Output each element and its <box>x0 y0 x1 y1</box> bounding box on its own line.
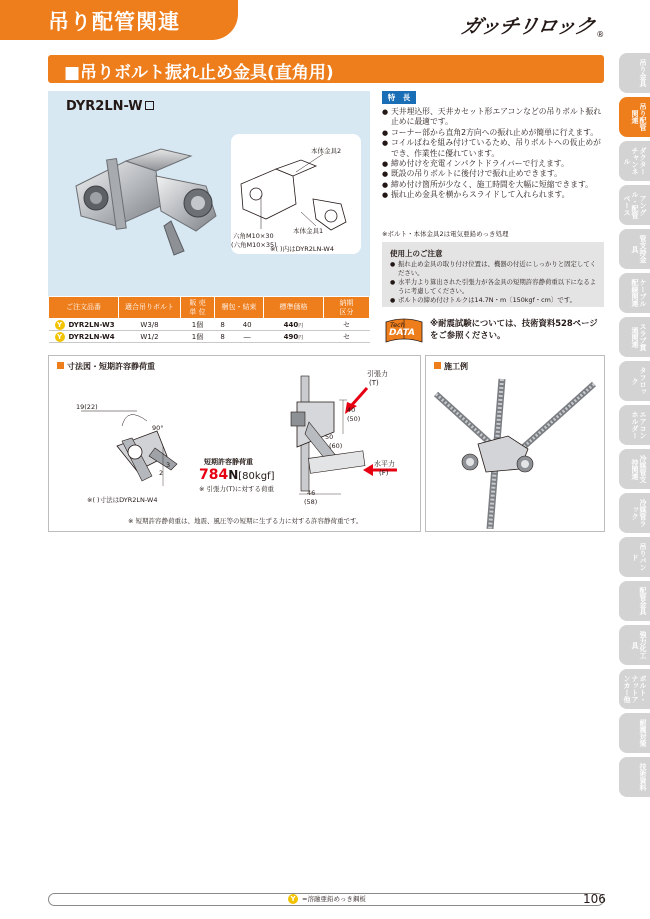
cell-unit: 1個 <box>181 319 215 331</box>
dim-2: 2 <box>159 469 164 477</box>
load-kgf: [80kgf] <box>238 471 275 482</box>
galvanized-mark: Y <box>288 894 298 904</box>
side-tab-label: 管支持金具 <box>631 235 647 263</box>
dim-60: (60) <box>329 442 343 450</box>
horizontal-label: 水平力 <box>374 460 395 468</box>
feature-item: ● コイルばねを組み付けているため、吊りボルトへの仮止めができ、作業性に優れています。 <box>382 138 604 159</box>
load-value <box>199 467 274 483</box>
dimension-footnote: ※( )寸法はDYR2LN-W4 <box>87 496 158 504</box>
cell-pack: 8 <box>215 331 231 343</box>
tech-icon-top: Tech <box>390 321 405 329</box>
order-code: DYR2LN-W3 <box>68 320 115 329</box>
cell-code <box>49 331 119 343</box>
dim-40: 40 <box>347 406 356 414</box>
col-price: 標準価格 <box>264 297 324 319</box>
product-panel <box>48 91 370 296</box>
feature-item: ● 既設の吊りボルトに後付けで振れ止めできます。 <box>382 169 604 179</box>
side-tab[interactable] <box>619 581 650 621</box>
dim-46: 46 <box>307 489 316 497</box>
side-tab[interactable] <box>619 625 650 665</box>
side-tab[interactable] <box>619 317 650 357</box>
side-tab-label: 冷媒管ラック <box>631 499 647 527</box>
tech-icon-bottom: DATA <box>389 328 415 338</box>
price-value: 440 <box>283 320 299 329</box>
footer-legend-text: =溶融亜鉛めっき鋼板 <box>302 895 366 903</box>
side-tab-label: ボルト・ナットアンカー他 <box>623 675 647 703</box>
dim-58: (58) <box>304 498 318 506</box>
caution-list <box>390 260 600 305</box>
side-tab-label: 技術資料 <box>639 763 647 791</box>
horizontal-symbol: (F) <box>379 469 389 477</box>
caution-item: ● ボルトの締め付けトルクは14.7N・m〔150kgf・cm〕です。 <box>390 296 600 305</box>
side-tab[interactable] <box>619 229 650 269</box>
side-tab-label: エアコンホルダー <box>631 411 647 439</box>
dimension-heading-text: 寸法図・短期許容静荷重 <box>67 362 155 371</box>
col-pack: 梱包・結束 <box>215 297 264 319</box>
price-unit: 円 <box>298 334 304 341</box>
cell-code <box>49 319 119 331</box>
label-hex-bolt-alt: (六角M10×35) <box>231 241 277 249</box>
col-unit: 販 売 単 位 <box>181 297 215 319</box>
caution-item: ● 水平力より算出された引張力が各金具の短期許容静荷重以下になるように考慮してください。 <box>390 278 600 296</box>
header-title-box <box>0 0 238 40</box>
side-tab[interactable] <box>619 405 650 445</box>
brand-name: ガッチリロック <box>459 14 597 38</box>
tech-reference-text: ※耐震試験については、技術資料528ページをご参照ください。 <box>430 318 598 340</box>
side-tab-label: 耐震対策 <box>639 719 647 747</box>
brand-registered-mark: ® <box>596 30 605 39</box>
label-body2: 本体金具2 <box>311 147 342 155</box>
galvanized-mark: Y <box>55 332 65 342</box>
drawing-note: ※( )内はDYR2LN-W4 <box>270 245 334 253</box>
cell-bolt: W1/2 <box>119 331 181 343</box>
tech-data-icon <box>384 316 424 344</box>
side-tab-label: ダクターチャンネル <box>623 147 647 175</box>
price-value: 490 <box>283 332 299 341</box>
cell-bundle: ― <box>231 331 264 343</box>
side-tab-label: ケーブル配線関連 <box>631 279 647 307</box>
side-tab[interactable] <box>619 757 650 797</box>
side-tab[interactable] <box>619 361 650 401</box>
tension-label: 引張力 <box>367 370 388 378</box>
side-tab-label: 冷媒管支持関連 <box>631 455 647 483</box>
tension-symbol: (T) <box>369 379 379 387</box>
installation-heading-text: 施工例 <box>444 362 468 371</box>
side-tab-active[interactable] <box>619 97 650 137</box>
spec-table <box>48 296 370 343</box>
page-title: 吊り配管関連 <box>48 10 180 34</box>
model-suffix-box <box>145 101 154 110</box>
load-unit: N <box>228 468 239 482</box>
side-tab[interactable] <box>619 185 650 225</box>
installation-heading <box>434 361 468 372</box>
exploded-drawing-card <box>231 134 361 254</box>
side-tab[interactable] <box>619 493 650 533</box>
load-caption: ※ 短期許容静荷重は、地震、風圧等の短期に生ずる力に対する許容静荷重です。 <box>128 517 363 525</box>
footer-legend-bar <box>48 893 604 906</box>
brand-logo <box>459 10 612 39</box>
cell-pack: 8 <box>215 319 231 331</box>
page-number: 106 <box>583 892 606 906</box>
finish-note: ※ボルト・本体金具2は電気亜鉛めっき処理 <box>382 230 509 238</box>
side-tab-label: アングル・配管ベース <box>623 191 647 219</box>
cell-bolt: W3/8 <box>119 319 181 331</box>
cell-delivery: セ <box>324 331 370 343</box>
product-photo <box>56 131 231 261</box>
dim-50: 50 <box>325 433 334 441</box>
caution-item: ● 振れ止め金具の取り付け位置は、機器の付近にしっかりと固定してください。 <box>390 260 600 278</box>
cell-unit: 1個 <box>181 331 215 343</box>
dim-angle: 90° <box>152 424 164 432</box>
caution-title: 使用上のご注意 <box>390 249 443 258</box>
caution-box <box>382 242 604 307</box>
feature-item: ● 天井埋込形、天井カセット形エアコンなどの吊りボルト振れ止めに最適です。 <box>382 107 604 128</box>
side-tab-label: 強力化工具 <box>631 631 647 659</box>
page-header <box>0 0 650 40</box>
load-number: 784 <box>199 467 229 483</box>
dim-3: 3 <box>166 461 171 469</box>
table-header-row <box>49 297 370 319</box>
installation-drawing <box>428 374 602 529</box>
side-tab[interactable] <box>619 449 650 489</box>
cell-bundle: 40 <box>231 319 264 331</box>
footer-legend <box>49 894 605 905</box>
cell-delivery: セ <box>324 319 370 331</box>
feature-item: ● コーナー部から直角2方向への振れ止めが簡単に行えます。 <box>382 128 604 138</box>
table-row <box>49 319 370 331</box>
table-row <box>49 331 370 343</box>
heading-square-icon <box>434 362 441 369</box>
side-tab[interactable] <box>619 537 650 577</box>
features-label: 特 長 <box>382 91 416 104</box>
heading-square-icon <box>57 362 64 369</box>
model-label <box>66 99 154 114</box>
side-tab[interactable] <box>619 713 650 753</box>
section-title: ■吊りボルト振れ止め金具(直角用) <box>64 63 334 83</box>
dimension-drawing-side <box>279 372 419 512</box>
load-note: ※ 引張力(T)に対する荷重 <box>199 485 275 493</box>
feature-item: ● 締め付け箇所が少なく、施工時間を大幅に短縮できます。 <box>382 180 604 190</box>
label-hex-bolt: 六角M10×30 <box>233 232 274 240</box>
galvanized-mark: Y <box>55 320 65 330</box>
section-banner <box>48 55 604 83</box>
side-tab[interactable] <box>619 669 650 709</box>
order-code: DYR2LN-W4 <box>68 332 115 341</box>
side-tab[interactable] <box>619 53 650 93</box>
feature-item: ● 振れ止め金具を横からスライドして入れられます。 <box>382 190 604 200</box>
side-tab-label: タフロック <box>631 367 647 395</box>
side-tab-label: スラブ貫通関連 <box>631 323 647 351</box>
side-tab-label: 吊り配管関連 <box>631 103 647 131</box>
cell-price <box>264 331 324 343</box>
dim-50-alt: (50) <box>347 415 361 423</box>
side-tab[interactable] <box>619 141 650 181</box>
side-tab-label: 配管金具 <box>639 587 647 615</box>
side-tab-label: 吊り金具 <box>639 59 647 87</box>
side-tab[interactable] <box>619 273 650 313</box>
model-name: DYR2LN-W <box>66 99 143 114</box>
dim-19: 19(22) <box>76 403 98 411</box>
dimension-heading <box>57 361 155 372</box>
feature-item: ● 締め付けを充電インパクトドライバーで行えます。 <box>382 159 604 169</box>
dimension-panel <box>48 355 421 532</box>
features-list <box>382 107 604 201</box>
price-unit: 円 <box>298 322 304 329</box>
load-title: 短期許容静荷重 <box>204 458 253 466</box>
col-order-code: ご注文品番 <box>49 297 119 319</box>
installation-panel <box>425 355 605 532</box>
col-delivery: 納期 区分 <box>324 297 370 319</box>
cell-price <box>264 319 324 331</box>
label-body1: 本体金具1 <box>293 227 324 235</box>
side-tab-label: 吊りバンド <box>631 543 647 571</box>
col-bolt: 適合吊りボルト <box>119 297 181 319</box>
